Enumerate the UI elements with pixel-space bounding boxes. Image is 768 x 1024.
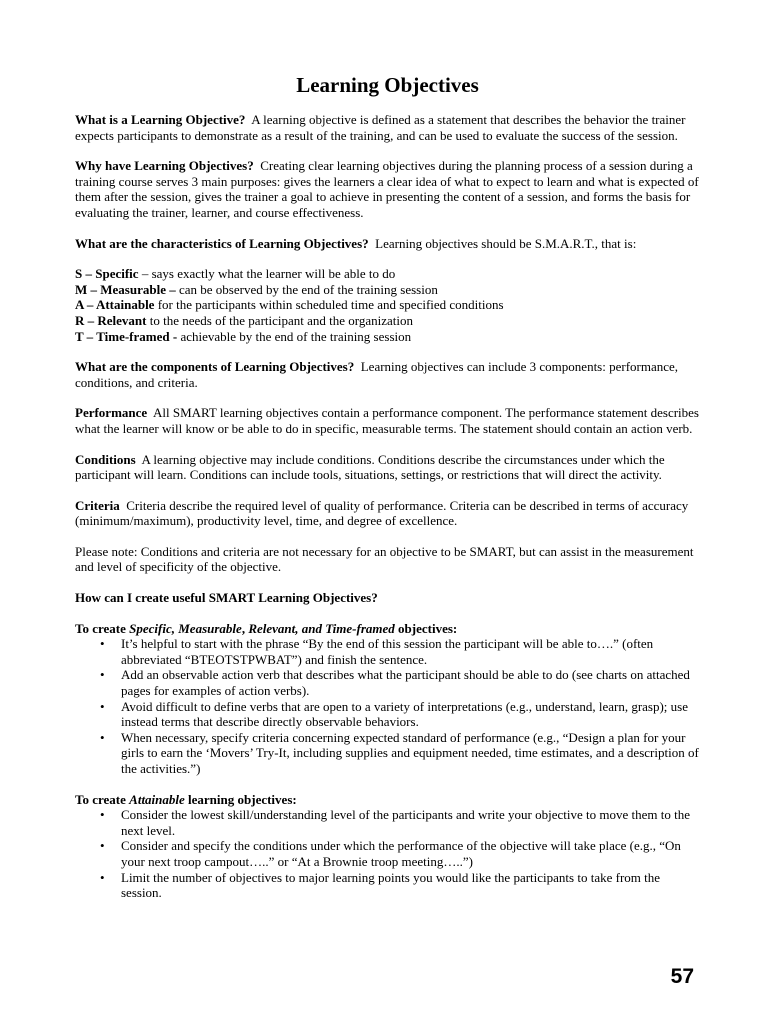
paragraph-text: A learning objective may include conditions. Conditions describe the circumstances under which the participant will learn. Conditions can include tools, situations, settings, or restrictions that will direct the activity. (75, 451, 665, 483)
heading-mid: , (241, 620, 249, 636)
paragraph-text: Creating clear learning objectives during the planning process of a session during a training course serves 3 main purposes: gives the learners a clear idea of what to expect to learn and what is expected of them after the session, gives the trainer a goal to achieve in presenting the content of a session, and forms the basis for evaluating the trainer, learner, and course effectiveness. (75, 158, 699, 220)
paragraph-components (75, 359, 700, 390)
heading-suffix: learning objectives: (184, 791, 297, 807)
paragraph-label: Performance (75, 405, 148, 421)
paragraph-text: Learning objectives should be S.M.A.R.T., that is: (375, 235, 637, 251)
paragraph-conditions (75, 452, 700, 483)
paragraph-criteria (75, 498, 700, 529)
paragraph-text: All SMART learning objectives contain a performance component. The performance statement describes what the learner will know or be able to do in specific, measurable terms. The statement should contain an action verb. (75, 405, 699, 436)
list-item: • Add an observable action verb that describes what the participant should be able to do (see charts on attached pages for examples of action verbs). (121, 667, 700, 698)
how-heading: How can I create useful SMART Learning Objectives? (75, 590, 378, 606)
heading-prefix: To create (75, 620, 130, 636)
page-number: 57 (670, 965, 694, 988)
list-item: • Limit the number of objectives to major learning points you would like the participants to take from the session. (121, 870, 700, 901)
paragraph-characteristics (75, 236, 700, 252)
paragraph-note: Please note: Conditions and criteria are not necessary for an objective to be SMART, but can assist in the measurement and level of specificity of the objective. (75, 543, 694, 575)
smart-desc: – says exactly what the learner will be able to do (141, 266, 396, 282)
paragraph-label: What is a Learning Objective? (75, 112, 246, 127)
document-page (75, 72, 700, 916)
create-smart-list (75, 636, 700, 776)
paragraph-why (75, 158, 700, 220)
smart-term: A – Attainable (75, 297, 155, 313)
paragraph-label: Why have Learning Objectives? (75, 158, 254, 174)
create-smart-heading (75, 621, 700, 637)
paragraph-performance (75, 405, 700, 436)
smart-desc: to the needs of the participant and the organization (149, 312, 414, 328)
paragraph-label: What are the components of Learning Objectives? (75, 359, 355, 375)
paragraph-what-is (75, 112, 700, 143)
smart-term: R – Relevant (75, 312, 147, 328)
smart-list (75, 266, 700, 344)
smart-term: T – Time-framed - (75, 328, 178, 344)
create-attainable-list (75, 807, 700, 901)
smart-item-measurable (75, 282, 700, 298)
heading-italic: Attainable (129, 791, 185, 807)
smart-term: S – Specific (75, 266, 139, 282)
smart-term: M – Measurable – (75, 281, 176, 297)
smart-item-time-framed (75, 329, 700, 345)
paragraph-label: Conditions (75, 451, 136, 467)
heading-italic: Specific, Measurable (129, 620, 242, 636)
list-item: • When necessary, specify criteria concerning expected standard of performance (e.g., “Design a plan for your girls to earn the ‘Movers’ Try-It, including supplies and equipment needed, time estimates, and a description of the activities.”) (121, 730, 700, 777)
smart-desc: can be observed by the end of the training session (178, 281, 438, 297)
create-attainable-heading (75, 792, 700, 808)
smart-item-specific (75, 266, 700, 282)
heading-suffix: objectives: (394, 620, 458, 636)
heading-prefix: To create (75, 791, 130, 807)
paragraph-text: Learning objectives can include 3 components: performance, conditions, and criteria. (75, 359, 679, 390)
list-item: • Avoid difficult to define verbs that are open to a variety of interpretations (e.g., understand, learn, grasp); use instead terms that describe directly observable behaviors. (121, 699, 700, 730)
paragraph-text: A learning objective is defined as a statement that describes the behavior the trainer expects participants to demonstrate as a result of the training, and can be used to evaluate the success of the session. (75, 112, 686, 143)
page-title: Learning Objectives (296, 73, 479, 97)
paragraph-label: Criteria (75, 497, 120, 513)
smart-item-relevant (75, 313, 700, 329)
smart-item-attainable (75, 297, 700, 313)
list-item: • Consider the lowest skill/understanding level of the participants and write your objective to move them to the next level. (121, 807, 700, 838)
paragraph-text: Criteria describe the required level of quality of performance. Criteria can be described in terms of accuracy (minimum/maximum), productivity level, time, and degree of excellence. (75, 497, 689, 529)
smart-desc: achievable by the end of the training session (180, 328, 412, 344)
heading-italic-2: Relevant, and Time-framed (248, 620, 395, 636)
list-item: • It’s helpful to start with the phrase “By the end of this session the participant will be able to….” (often abbreviated “BTEOTSTPWBAT”) and finish the sentence. (121, 636, 700, 667)
smart-desc: for the participants within scheduled time and specified conditions (157, 297, 504, 313)
list-item: • Consider and specify the conditions under which the performance of the objective will take place (e.g., “On your next troop campout…..” or “At a Brownie troop meeting…..”) (121, 838, 700, 869)
paragraph-label: What are the characteristics of Learning Objectives? (75, 235, 369, 251)
